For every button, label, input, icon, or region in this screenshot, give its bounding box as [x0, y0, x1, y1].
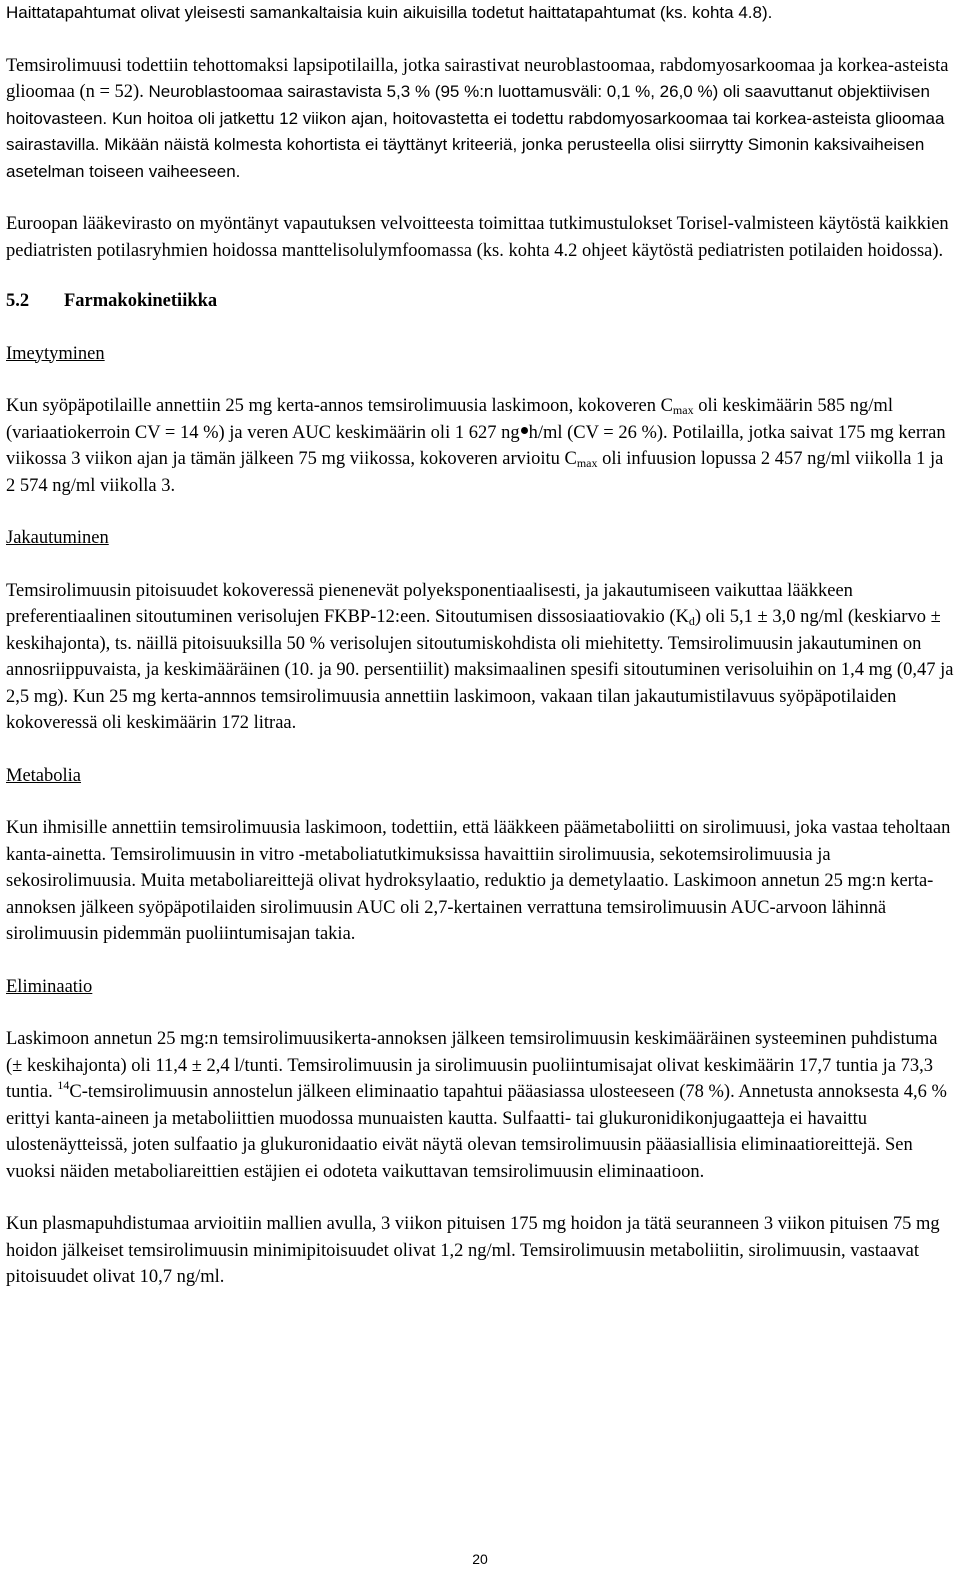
paragraph-adverse-events: [6, 0, 956, 27]
distribution-sub: d: [688, 614, 695, 628]
paragraph-pediatric-efficacy: [6, 53, 956, 186]
text-efficacy-1: Temsirolimuusi todettiin tehottomaksi lapsipotilailla, jotka sairastivat neuroblastoomaa, rabdomyosarkoomaa ja korkea-asteista glioomaa (n = 52).: [6, 55, 949, 102]
absorption-text-1: Kun syöpäpotilaille annettiin 25 mg kerta-annos temsirolimuusia laskimoon, kokoveren C: [6, 396, 673, 416]
subheading-metabolism: [6, 763, 956, 790]
elimination-sup: 14: [57, 1078, 70, 1092]
paragraph-ema-waiver: Euroopan lääkevirasto on myöntänyt vapautuksen velvoitteesta toimittaa tutkimustulokset Torisel-valmisteen käytöstä kaikkien pediatristen potilasryhmien hoidossa manttelisolulymfoomassa (ks. kohta 4.2 ohjeet käytöstä pediatristen potilaiden hoidossa).: [6, 214, 949, 261]
subheading-absorption: [6, 341, 956, 368]
section-title: Farmakokinetiikka: [64, 291, 218, 311]
absorption-sub-1: max: [672, 403, 694, 417]
paragraph-plasma-clearance: Kun plasmapuhdistumaa arvioitiin mallien avulla, 3 viikon pituisen 175 mg hoidon ja tätä seuranneen 3 viikon pituisen 75 mg hoidon jälkeiset temsirolimuusin minimipitoisuudet olivat 1,2 ng/ml. Temsirolimuusin metaboliitin, sirolimuusin, vastaavat pitoisuudet olivat 10,7 ng/ml.: [6, 1214, 940, 1287]
section-heading: [6, 288, 956, 315]
multiplication-dot-icon: [521, 427, 528, 434]
distribution-text-2: ) oli 5,1 ± 3,0 ng/ml (keskiarvo ± keskihajonta), ts. näillä pitoisuuksilla 50 % verisolujen sitoutumiskohdista oli miehitetty. Temsirolimuusin jakautuminen on annosriippuvaista, ja keskimääräinen (10. ja 90. persentiilit) maksimaalinen spesifi sitoutuminen verisoluihin on 1,4 mg (0,47 ja 2,5 mg). Kun 25 mg kerta-annnos temsirolimuusia annettiin laskimoon, vakaan tilan jakautumistilavuus syöpäpotilaiden kokoveressä oli keskimäärin 172 litraa.: [6, 607, 954, 733]
distribution-text-1: Temsirolimuusin pitoisuudet kokoveressä pienenevät polyeksponentiaalisesti, ja jakautumiseen vaikuttaa lääkkeen preferentiaalinen sitoutuminen verisolujen FKBP-12:een. Sitoutumisen dissosiaatiovakio (K: [6, 580, 853, 627]
metabolism-heading: Metabolia: [6, 765, 82, 786]
absorption-heading: Imeytyminen: [6, 343, 105, 364]
section-number: 5.2: [6, 291, 30, 311]
elimination-text-1: Laskimoon annetun 25 mg:n temsirolimuusikerta-annoksen jälkeen temsirolimuusin keskimääräinen systeeminen puhdistuma (± keskihajonta) oli 11,4 ± 2,4 l/tunti. Temsirolimuusin ja sirolimuusin puoliintumisajat olivat keskimäärin 17,7 tuntia ja 73,3 tuntia.: [6, 1029, 938, 1102]
text-adverse-events: Haittatapahtumat olivat yleisesti samankaltaisia kuin aikuisilla todetut haittatapahtumat (ks. kohta 4.8).: [6, 3, 773, 22]
document-page: [6, 0, 956, 1317]
absorption-sub-2: max: [576, 456, 598, 470]
elimination-heading: Eliminaatio: [6, 976, 93, 997]
paragraph-metabolism: Kun ihmisille annettiin temsirolimuusia laskimoon, todettiin, että lääkkeen päämetaboliitti on sirolimuusi, joka vastaa teholtaan kanta-ainetta. Temsirolimuusin in vitro -metaboliatutkimuksissa havaittiin sirolimuusia, sekotemsirolimuusia ja sekosirolimuusia. Muita metaboliareittejä olivat hydroksylaatio, reduktio ja demetylaatio. Laskimoon annetun 25 mg:n kerta-annoksen jälkeen syöpäpotilaiden sirolimuusin AUC oli 2,7-kertainen verrattuna temsirolimuusin AUC-arvoon lähinnä sirolimuusin pidemmän puoliintumisajan takia.: [6, 818, 951, 944]
page-number: 20: [472, 1551, 488, 1567]
absorption-text-4: oli infuusion lopussa 2 457 ng/ml viikolla 1 ja 2 574 ng/ml viikolla 3.: [6, 449, 944, 496]
paragraph-distribution: [6, 578, 956, 737]
subheading-distribution: [6, 525, 956, 552]
absorption-text-2: oli keskimäärin 585 ng/ml (variaatiokerroin CV = 14 %) ja veren AUC keskimäärin oli 1 627 ng: [6, 396, 893, 443]
distribution-heading: Jakautuminen: [6, 528, 109, 548]
elimination-text-2: C-temsirolimuusin annostelun jälkeen eliminaatio tapahtui pääasiassa ulosteeseen (78 %). Annetusta annoksesta 4,6 % erittyi kanta-aineen ja metaboliittien muodossa munuaisten kautta. Sulfaatti- tai glukuronidikonjugaatteja ei havaittu ulostenäytteissä, joten sulfaatio ja glukuronidaatio eivät näytä olevan temsirolimuusin pääasiallisia eliminaatioreittejä. Sen vuoksi näiden metaboliareittien estäjien ei odoteta vaikuttavan temsirolimuusin eliminaatioon.: [6, 1082, 947, 1182]
subheading-elimination: [6, 974, 956, 1001]
paragraph-elimination: [6, 1026, 956, 1185]
text-efficacy-2: Neuroblastoomaa sairastavista 5,3 % (95 %:n luottamusväli: 0,1 %, 26,0 %) oli saavuttanut objektiivisen hoitovasteen. Kun hoitoa oli jatkettu 12 viikon ajan, hoitovastetta ei todettu rabdomyosarkoomaa tai korkea-asteista glioomaa sairastavilla. Mikään näistä kolmesta kohortista ei täyttänyt kriteeriä, jonka perusteella olisi siirrytty Simonin kaksivaiheisen asetelman toiseen vaiheeseen.: [6, 82, 945, 181]
paragraph-absorption: [6, 393, 956, 499]
absorption-text-3: h/ml (CV = 26 %). Potilailla, jotka saivat 175 mg kerran viikossa 3 viikon ajan ja tämän jälkeen 75 mg viikossa, kokoveren arvioitu C: [6, 422, 946, 469]
